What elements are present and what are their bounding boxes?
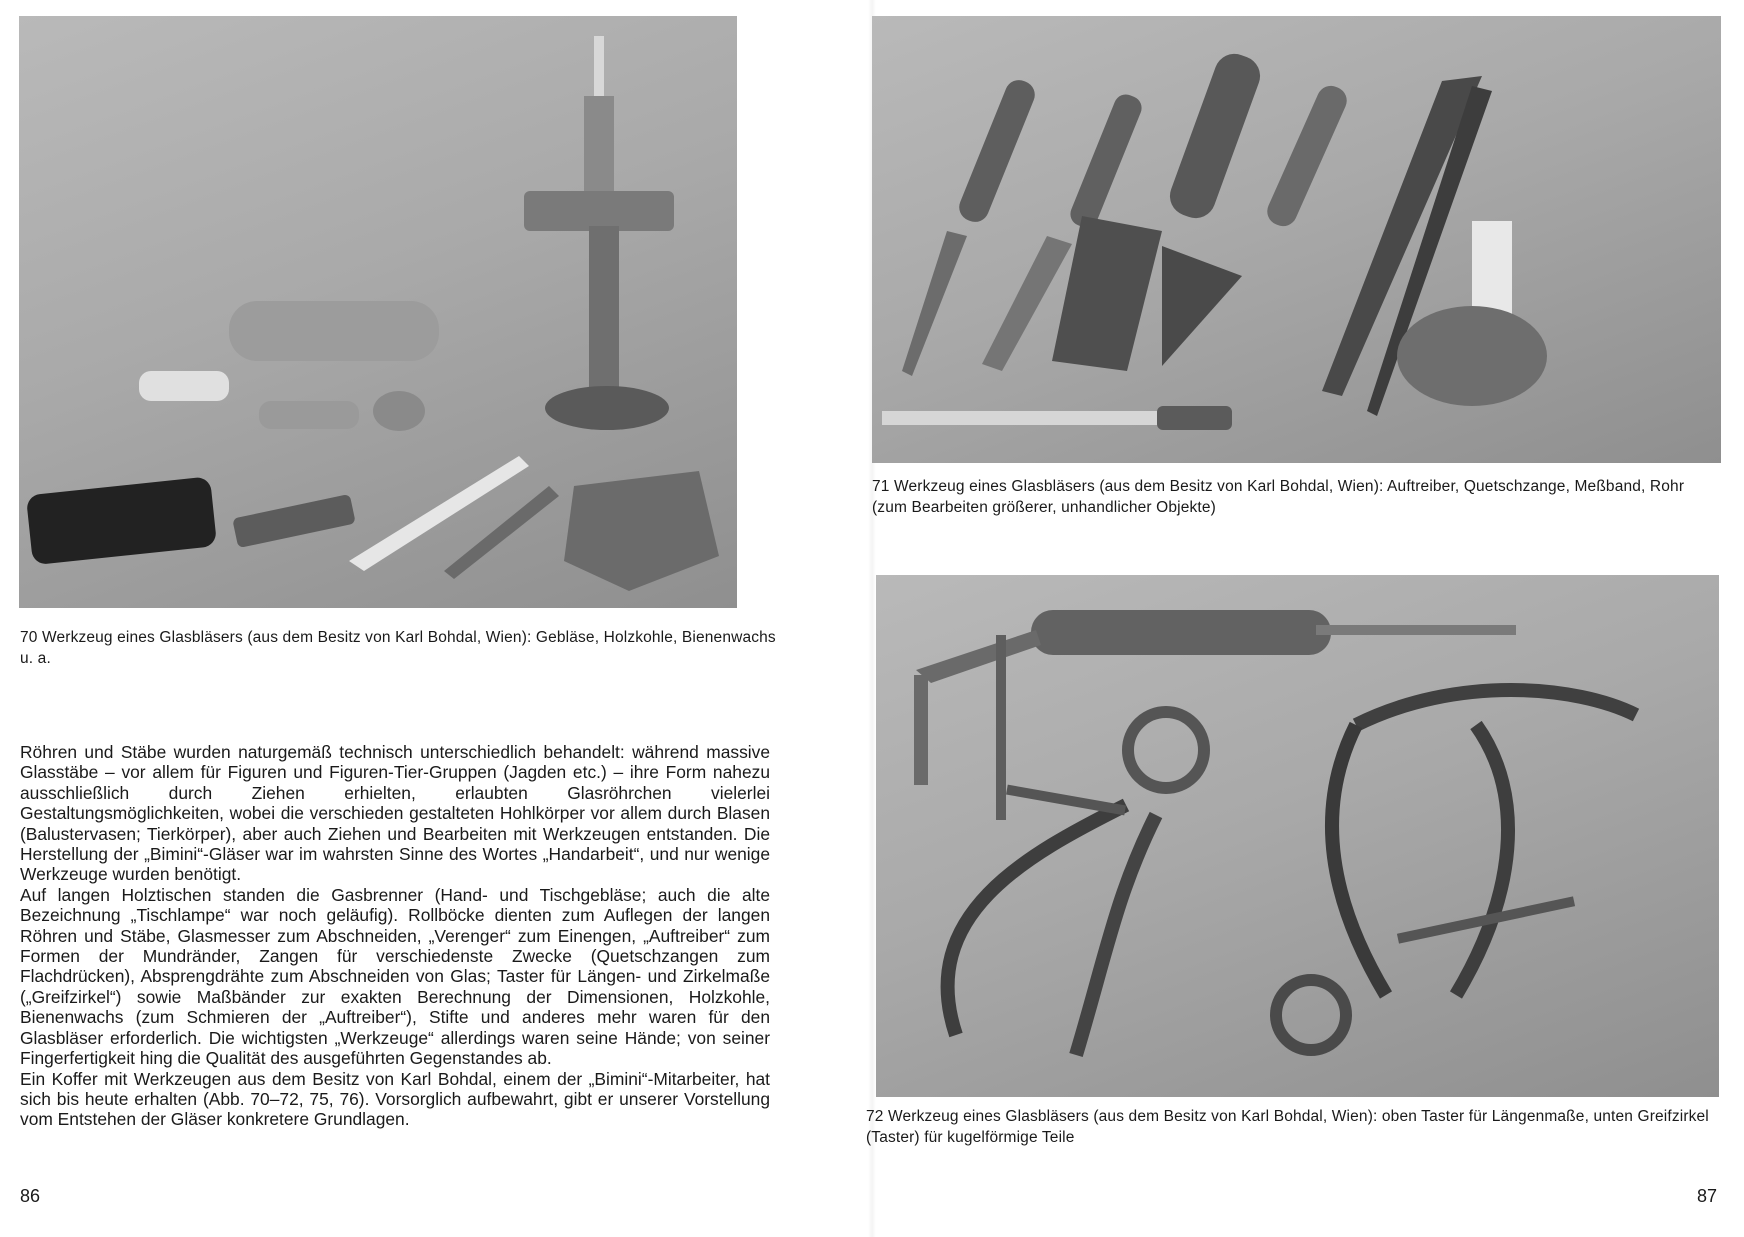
glassblower-hand-tools-photo (872, 16, 1721, 463)
paragraph-2: Auf langen Holztischen standen die Gasbrenner (Hand- und Tischgebläse; auch die alte Bezeichnung „Tischlampe“ war noch geläufig). Rollböcke dienten zum Auflegen der langen Röhren und Stäbe, Glasmesser zum Abschneiden, „Verenger“ zum Einengen, „Auftreiber“ zum Formen der Mundränder, Zangen für verschiedenste Zwecke (Quetschzangen zum Flachdrücken), Absprengdrähte zum Abschneiden von Glas; Taster für Längen- und Zirkelmaße („Greifzirkel“) sowie Maßbänder zur exakten Berechnung der Dimensionen, Holzkohle, Bienenwachs (zum Schmieren der „Auftreiber“), Stifte und anderes mehr waren für den Glasbläser erforderlich. Die wichtigsten „Werkzeuge“ allerdings waren seine Hände; von seiner Fingerfertigkeit hing die Qualität des ausgeführten Gegenstandes ab. (20, 884, 770, 1069)
figure-70-caption: 70 Werkzeug eines Glasbläsers (aus dem Besitz von Karl Bohdal, Wien): Gebläse, Holzkohle, Bienenwachs u. a. (20, 629, 776, 667)
figure-70-photo (19, 16, 737, 608)
page-number-left: 86 (20, 1186, 41, 1206)
glassblower-tools-photo (19, 16, 737, 608)
figure-72-caption: 72 Werkzeug eines Glasbläsers (aus dem Besitz von Karl Bohdal, Wien): oben Taster für Längenmaße, unten Greifzirkel (Taster) für kugelförmige Teile (866, 1108, 1709, 1146)
calipers-photo (876, 575, 1719, 1097)
paragraph-3: Ein Koffer mit Werkzeugen aus dem Besitz von Karl Bohdal, einem der „Bimini“-Mitarbeiter, hat sich bis heute erhalten (Abb. 70–72, 75, 76). Vorsorglich aufbewahrt, gibt er unserer Vorstellung vom Entstehen der Gläser konkretere Grundlagen. (20, 1068, 770, 1130)
page-number-right: 87 (1697, 1186, 1718, 1206)
paragraph-1: Röhren und Stäbe wurden naturgemäß technisch unterschiedlich behandelt: während massive Glasstäbe – vor allem für Figuren und Figuren-Tier-Gruppen (Jagden etc.) – ihre Form nahezu ausschließlich durch Ziehen erhielten, erlaubten Glasröhrchen vielerlei Gestaltungsmöglichkeiten, wobei die verschieden gestalteten Hohlkörper vor allem durch Blasen (Balustervasen; Tierkörper), aber auch Ziehen und Bearbeiten mit Werkzeugen entstanden. Die Herstellung der „Bimini“-Gläser war im wahrsten Sinne des Wortes „Handarbeit“, und nur wenige Werkzeuge wurden benötigt. (20, 742, 770, 885)
figure-71-caption: 71 Werkzeug eines Glasbläsers (aus dem Besitz von Karl Bohdal, Wien): Auftreiber, Quetschzange, Meßband, Rohr (zum Bearbeiten größerer, unhandlicher Objekte) (872, 478, 1685, 516)
figure-72-photo (876, 575, 1719, 1097)
main-text-column (20, 742, 770, 1130)
figure-71-photo (872, 16, 1721, 463)
right-page (866, 0, 1744, 1237)
